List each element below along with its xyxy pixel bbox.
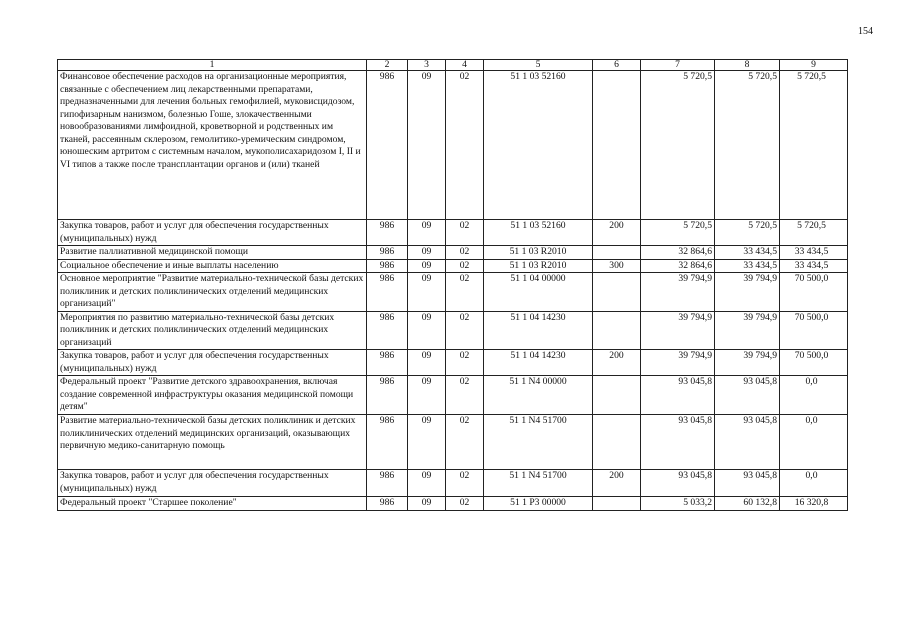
cell-section: 09: [408, 415, 446, 470]
table-row: [58, 273, 848, 312]
cell-amount-7: 93 045,8: [641, 415, 715, 470]
table-row: [58, 220, 848, 246]
row-name: Финансовое обеспечение расходов на организационные мероприятия, связанные с обеспечением лиц лекарственными препаратами, предназначенными для лечения больных гемофилией, муковисцидозом, гипофизарным нанизмом, болезнью Гоше, злокачественными новообразованиями лимфоидной, кроветворной и родственных им тканей, рассеянным склерозом, гемолитико-уремическим синдромом, юношеским артритом с системным началом, мукополисахаридозом I, II и VI типов а также после трансплантации органов и (или) тканей: [58, 71, 367, 220]
cell-section: 09: [408, 311, 446, 350]
table-row: [58, 497, 848, 511]
header-cell-7: 7: [641, 60, 715, 71]
header-cell-8: 8: [715, 60, 780, 71]
cell-subsection: 02: [446, 246, 484, 260]
cell-amount-8: 33 434,5: [715, 259, 780, 273]
cell-code: 986: [367, 376, 408, 415]
cell-code: 986: [367, 470, 408, 497]
cell-amount-8: 60 132,8: [715, 497, 780, 511]
cell-amount-8: 93 045,8: [715, 415, 780, 470]
cell-amount-9: 70 500,0: [780, 350, 848, 376]
cell-type: [593, 71, 641, 220]
cell-amount-7: 39 794,9: [641, 311, 715, 350]
row-name: Закупка товаров, работ и услуг для обеспечения государственных (муниципальных) нужд: [58, 350, 367, 376]
cell-amount-9: 5 720,5: [780, 71, 848, 220]
row-name: Закупка товаров, работ и услуг для обеспечения государственных (муниципальных) нужд: [58, 470, 367, 497]
row-name: Основное мероприятие "Развитие материально-технической базы детских поликлиник и детских поликлинических отделений медицинских организаций": [58, 273, 367, 312]
table-row: [58, 71, 848, 220]
header-cell-2: 2: [367, 60, 408, 71]
cell-amount-7: 5 720,5: [641, 71, 715, 220]
cell-type: 200: [593, 220, 641, 246]
cell-type: 200: [593, 470, 641, 497]
header-cell-3: 3: [408, 60, 446, 71]
cell-section: 09: [408, 259, 446, 273]
cell-code: 986: [367, 415, 408, 470]
cell-code: 986: [367, 71, 408, 220]
table-row: [58, 311, 848, 350]
cell-subsection: 02: [446, 259, 484, 273]
row-name: Федеральный проект "Развитие детского здравоохранения, включая создание современной инфраструктуры оказания медицинской помощи детям": [58, 376, 367, 415]
cell-amount-9: 0,0: [780, 415, 848, 470]
cell-amount-7: 93 045,8: [641, 470, 715, 497]
cell-amount-7: 93 045,8: [641, 376, 715, 415]
cell-amount-8: 93 045,8: [715, 470, 780, 497]
cell-subsection: 02: [446, 71, 484, 220]
cell-target: 51 1 N4 51700: [484, 415, 593, 470]
cell-target: 51 1 04 14230: [484, 350, 593, 376]
header-cell-1: 1: [58, 60, 367, 71]
cell-amount-9: 70 500,0: [780, 273, 848, 312]
table-row: [58, 246, 848, 260]
cell-type: [593, 246, 641, 260]
cell-target: 51 1 04 00000: [484, 273, 593, 312]
cell-section: 09: [408, 273, 446, 312]
cell-target: 51 1 03 R2010: [484, 259, 593, 273]
cell-amount-7: 5 033,2: [641, 497, 715, 511]
cell-amount-7: 39 794,9: [641, 350, 715, 376]
cell-amount-7: 32 864,6: [641, 246, 715, 260]
cell-target: 51 1 03 R2010: [484, 246, 593, 260]
cell-code: 986: [367, 246, 408, 260]
cell-subsection: 02: [446, 470, 484, 497]
cell-subsection: 02: [446, 497, 484, 511]
cell-amount-9: 70 500,0: [780, 311, 848, 350]
cell-target: 51 1 03 52160: [484, 220, 593, 246]
cell-section: 09: [408, 497, 446, 511]
row-name: Закупка товаров, работ и услуг для обеспечения государственных (муниципальных) нужд: [58, 220, 367, 246]
cell-amount-9: 16 320,8: [780, 497, 848, 511]
cell-subsection: 02: [446, 415, 484, 470]
cell-code: 986: [367, 497, 408, 511]
cell-target: 51 1 04 14230: [484, 311, 593, 350]
table-row: [58, 350, 848, 376]
cell-section: 09: [408, 376, 446, 415]
cell-target: 51 1 N4 51700: [484, 470, 593, 497]
cell-amount-7: 39 794,9: [641, 273, 715, 312]
cell-amount-9: 5 720,5: [780, 220, 848, 246]
cell-target: 51 1 03 52160: [484, 71, 593, 220]
cell-subsection: 02: [446, 376, 484, 415]
cell-amount-9: 0,0: [780, 376, 848, 415]
cell-section: 09: [408, 71, 446, 220]
cell-type: [593, 376, 641, 415]
cell-subsection: 02: [446, 350, 484, 376]
cell-code: 986: [367, 273, 408, 312]
cell-code: 986: [367, 220, 408, 246]
cell-type: 300: [593, 259, 641, 273]
cell-amount-9: 33 434,5: [780, 246, 848, 260]
cell-type: [593, 497, 641, 511]
cell-type: [593, 273, 641, 312]
cell-type: [593, 415, 641, 470]
cell-code: 986: [367, 311, 408, 350]
cell-amount-8: 5 720,5: [715, 220, 780, 246]
table-row: [58, 259, 848, 273]
row-name: Федеральный проект "Старшее поколение": [58, 497, 367, 511]
cell-target: 51 1 P3 00000: [484, 497, 593, 511]
cell-code: 986: [367, 350, 408, 376]
cell-code: 986: [367, 259, 408, 273]
header-cell-9: 9: [780, 60, 848, 71]
cell-subsection: 02: [446, 273, 484, 312]
header-cell-5: 5: [484, 60, 593, 71]
row-name: Развитие материально-технической базы детских поликлиник и детских поликлинических отделений медицинских организаций, оказывающих первичную медико-санитарную помощь: [58, 415, 367, 470]
header-cell-6: 6: [593, 60, 641, 71]
row-name: Развитие паллиативной медицинской помощи: [58, 246, 367, 260]
cell-amount-8: 39 794,9: [715, 273, 780, 312]
cell-section: 09: [408, 470, 446, 497]
row-name: Мероприятия по развитию материально-технической базы детских поликлиник и детских поликлинических отделений медицинских организаций: [58, 311, 367, 350]
cell-type: [593, 311, 641, 350]
cell-section: 09: [408, 220, 446, 246]
cell-type: 200: [593, 350, 641, 376]
cell-target: 51 1 N4 00000: [484, 376, 593, 415]
table-row: [58, 415, 848, 470]
cell-subsection: 02: [446, 311, 484, 350]
row-name: Социальное обеспечение и иные выплаты населению: [58, 259, 367, 273]
cell-amount-9: 0,0: [780, 470, 848, 497]
header-cell-4: 4: [446, 60, 484, 71]
cell-amount-8: 39 794,9: [715, 350, 780, 376]
cell-section: 09: [408, 246, 446, 260]
cell-amount-8: 39 794,9: [715, 311, 780, 350]
cell-amount-7: 5 720,5: [641, 220, 715, 246]
cell-amount-8: 33 434,5: [715, 246, 780, 260]
cell-amount-8: 5 720,5: [715, 71, 780, 220]
cell-section: 09: [408, 350, 446, 376]
page-number: 154: [858, 26, 873, 37]
table-row: [58, 470, 848, 497]
cell-amount-7: 32 864,6: [641, 259, 715, 273]
header-row: [58, 60, 848, 71]
cell-amount-8: 93 045,8: [715, 376, 780, 415]
budget-table: [57, 59, 848, 511]
table-row: [58, 376, 848, 415]
cell-amount-9: 33 434,5: [780, 259, 848, 273]
cell-subsection: 02: [446, 220, 484, 246]
